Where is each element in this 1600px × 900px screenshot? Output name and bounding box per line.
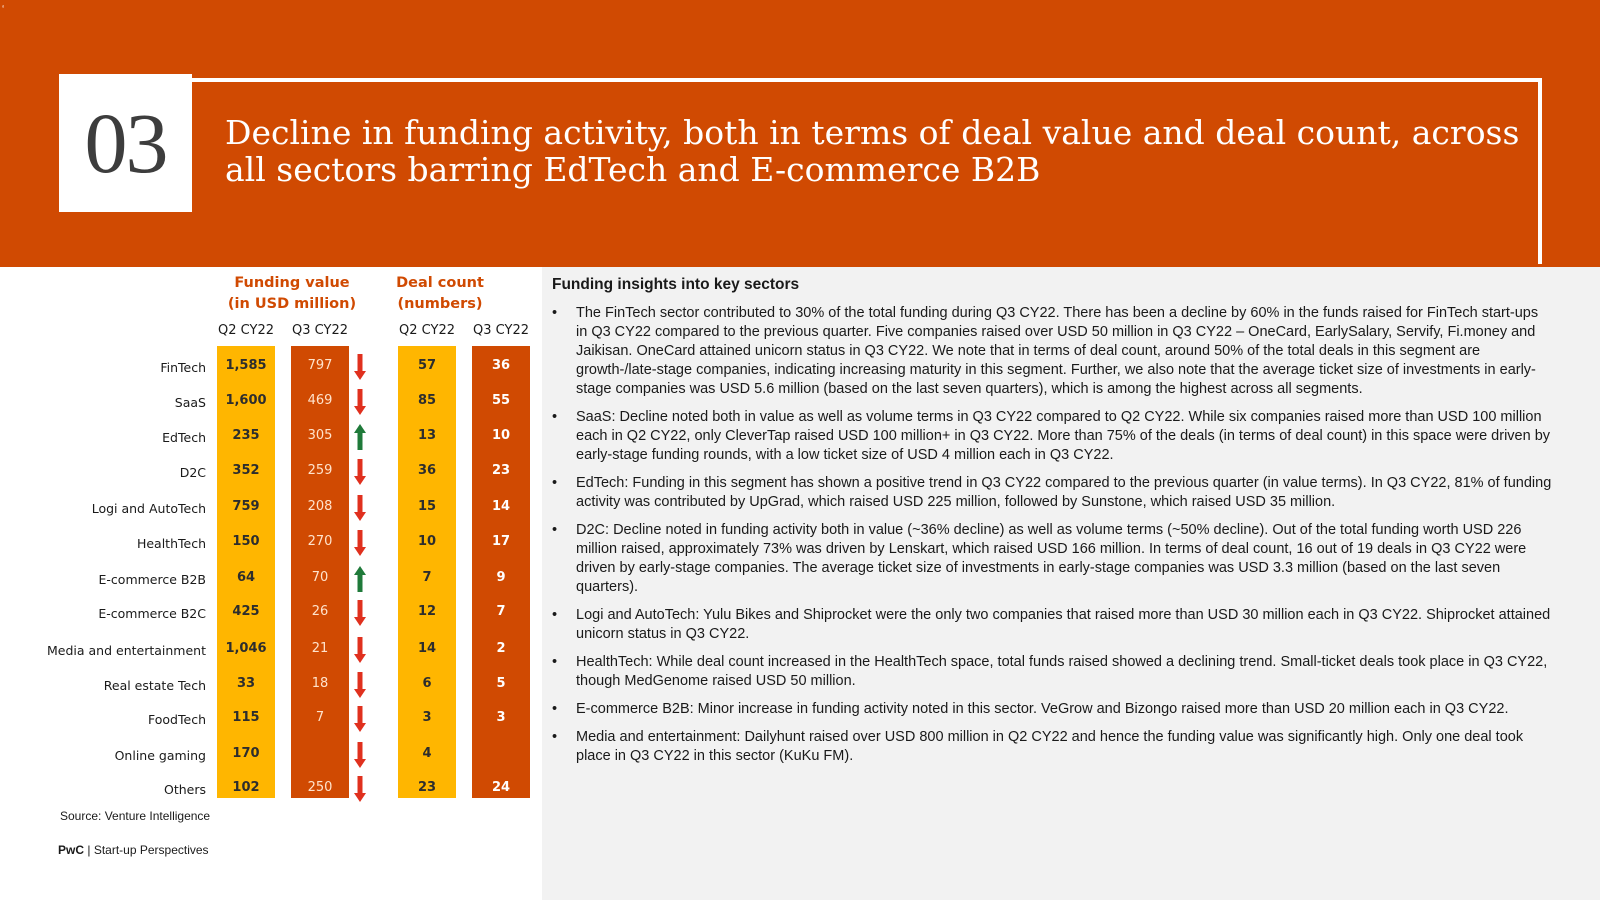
- funding-q3-value: 208: [307, 499, 333, 514]
- footer-separator: |: [87, 843, 91, 857]
- deal-q2-value: 13: [417, 428, 437, 443]
- footer-brand: PwC: [58, 843, 85, 857]
- funding-q2-value: 1,585: [225, 358, 267, 373]
- deal-q3-value: 5: [496, 676, 506, 691]
- funding-q2-value: 1,046: [225, 641, 267, 656]
- insight-item: • D2C: Decline noted in funding activity both in value (~36% decline) as well as volume terms (~50% decline). Out of the total funding worth USD 226 million raised, approximately 73% was driven by Lenskart, which raised USD 166 million. In terms of deal count, 16 out of 19 deals in Q3 CY22 were driven by early-stage companies. The average ticket size of investments in early-stage companies was USD 3.3 million (based on the last seven quarters).: [552, 521, 1552, 597]
- funding-q3-header: Q3 CY22: [292, 323, 348, 338]
- funding-q3-value: 305: [307, 428, 333, 443]
- insight-item: • HealthTech: While deal count increased in the HealthTech space, total funds raised showed a declining trend. Small-ticket deals took place in Q3 CY22, though MedGenome raised USD 50 million.: [552, 653, 1552, 691]
- funding-q3-value: 270: [307, 534, 333, 549]
- sector-label: E-commerce B2B: [98, 572, 206, 587]
- insight-item: • EdTech: Funding in this segment has shown a positive trend in Q3 CY22 compared to the previous quarter (in value terms). In Q3 CY22, 81% of funding activity was contributed by UpGrad, which raised USD 225 million, followed by Sunstone, which raised USD 35 million.: [552, 474, 1552, 512]
- funding-q2-value: 235: [232, 428, 260, 443]
- insight-item: • Media and entertainment: Dailyhunt raised over USD 800 million in Q2 CY22 and hence the funding value was significantly high. Only one deal took place in Q3 CY22 in this sector (KuKu FM).: [552, 728, 1552, 766]
- funding-q2-header: Q2 CY22: [218, 323, 274, 338]
- deal-q3-value: 10: [491, 428, 511, 443]
- insight-item: • SaaS: Decline noted both in value as well as volume terms in Q3 CY22 compared to Q2 CY22. While six companies raised more than USD 100 million each in Q2 CY22, only CleverTap raised USD 100 million+ in Q3 CY22. More than 75% of the deals (in terms of deal count) in this space were driven by early-stage funding rounds, with a low ticket size of USD 4 million each in Q3 CY22.: [552, 408, 1552, 465]
- insights-title: Funding insights into key sectors: [552, 276, 800, 293]
- page-title: Decline in funding activity, both in terms of deal value and deal count, across all sectors barring EdTech and E-commerce B2B: [225, 113, 1520, 189]
- deal-q3-value: 7: [496, 604, 506, 619]
- deal-q3-value: 24: [491, 780, 511, 795]
- deal-q2-header: Q2 CY22: [399, 323, 455, 338]
- sector-label: EdTech: [162, 430, 206, 445]
- deal-q2-value: 3: [422, 710, 432, 725]
- sector-label: FoodTech: [148, 712, 206, 727]
- funding-q2-value: 33: [236, 676, 256, 691]
- funding-q2-value: 759: [232, 499, 260, 514]
- deal-count-header: Deal count (numbers): [396, 275, 484, 312]
- source-note: Source: Venture Intelligence: [60, 809, 211, 823]
- funding-q2-value: 425: [232, 604, 260, 619]
- trend-down-arrow-icon: [353, 776, 367, 802]
- sector-label: Media and entertainment: [47, 643, 206, 658]
- trend-down-arrow-icon: [353, 354, 367, 380]
- trend-down-arrow-icon: [353, 637, 367, 663]
- sector-label: D2C: [179, 465, 206, 480]
- trend-down-arrow-icon: [353, 495, 367, 521]
- deal-q3-value: 9: [496, 570, 506, 585]
- funding-q2-value: 150: [232, 534, 260, 549]
- trend-up-arrow-icon: [353, 424, 367, 450]
- funding-q3-value: 797: [307, 358, 333, 373]
- trend-down-arrow-icon: [353, 672, 367, 698]
- sector-label: SaaS: [174, 395, 206, 410]
- funding-q3-value: 469: [307, 393, 333, 408]
- funding-q2-value: 64: [236, 570, 256, 585]
- funding-q2-value: 170: [232, 746, 260, 761]
- insight-item: • The FinTech sector contributed to 30% of the total funding during Q3 CY22. There has been a decline by 60% in the funds raised for FinTech start-ups in Q3 CY22 compared to the previous quarter. Five companies raised over USD 50 million in Q3 CY22 – OneCard, EarlySalary, Servify, Fi.money and Jaikisan. OneCard attained unicorn status in Q3 CY22. We note that in terms of deal count, around 50% of the total deals in this segment are growth-/late-stage companies, indicating increasing maturity in this segment. Further, we also note that the average ticket size of investments in early-stage companies was USD 5.6 million (based on the last seven quarters), which is among the highest across all segments.: [552, 304, 1552, 399]
- deal-q2-value: 36: [417, 463, 437, 478]
- deal-q2-value: 57: [417, 358, 437, 373]
- deal-q2-value: 10: [417, 534, 437, 549]
- trend-down-arrow-icon: [353, 459, 367, 485]
- sector-label: FinTech: [160, 360, 206, 375]
- insight-item: • Logi and AutoTech: Yulu Bikes and Shiprocket were the only two companies that raised more than USD 30 million each in Q3 CY22. Shiprocket attained unicorn status in Q3 CY22.: [552, 606, 1552, 644]
- corner-mark: ‘: [2, 4, 5, 15]
- deal-q3-value: 14: [491, 499, 511, 514]
- funding-q3-value: 250: [307, 780, 333, 795]
- funding-q3-value: 7: [315, 710, 325, 725]
- footer: [58, 843, 209, 857]
- insight-item: • E-commerce B2B: Minor increase in funding activity noted in this sector. VeGrow and Bizongo raised more than USD 20 million each in Q3 CY22.: [552, 700, 1552, 719]
- funding-q3-value: 21: [311, 641, 329, 656]
- deal-q2-value: 4: [422, 746, 432, 761]
- sector-label: Logi and AutoTech: [91, 501, 206, 516]
- section-number: 03: [84, 95, 167, 191]
- sector-label: Others: [163, 782, 206, 797]
- funding-value-header: Funding value (in USD million): [227, 275, 357, 312]
- trend-down-arrow-icon: [353, 530, 367, 556]
- sector-label: E-commerce B2C: [98, 606, 206, 621]
- deal-q2-value: 15: [417, 499, 437, 514]
- trend-down-arrow-icon: [353, 706, 367, 732]
- sector-label: Online gaming: [114, 748, 206, 763]
- trend-down-arrow-icon: [353, 742, 367, 768]
- funding-q2-value: 352: [232, 463, 260, 478]
- funding-q3-value: 26: [311, 604, 329, 619]
- deal-q3-value: 3: [496, 710, 506, 725]
- funding-q2-value: 115: [232, 710, 260, 725]
- deal-q2-value: 23: [417, 780, 437, 795]
- funding-q3-value: 18: [311, 676, 329, 691]
- trend-down-arrow-icon: [353, 600, 367, 626]
- deal-q3-value: 17: [491, 534, 511, 549]
- deal-q3-value: 23: [491, 463, 511, 478]
- deal-q2-value: 12: [417, 604, 437, 619]
- sector-label: HealthTech: [136, 536, 206, 551]
- funding-q2-value: 102: [232, 780, 260, 795]
- trend-up-arrow-icon: [353, 566, 367, 592]
- section-number-box: [59, 74, 192, 212]
- trend-down-arrow-icon: [353, 389, 367, 415]
- deal-q2-value: 14: [417, 641, 437, 656]
- deal-q2-value: 6: [422, 676, 432, 691]
- funding-q3-value: 70: [311, 570, 329, 585]
- deal-q2-value: 7: [422, 570, 432, 585]
- funding-q3-value: 259: [307, 463, 333, 478]
- deal-q3-value: 36: [491, 358, 511, 373]
- deal-q3-value: 55: [491, 393, 511, 408]
- sector-label: Real estate Tech: [103, 678, 206, 693]
- funding-q2-value: 1,600: [225, 393, 267, 408]
- deal-q3-value: 2: [496, 641, 506, 656]
- insights-list: [552, 304, 1552, 775]
- deal-q2-value: 85: [417, 393, 437, 408]
- footer-text: Start-up Perspectives: [93, 843, 209, 857]
- deal-q3-header: Q3 CY22: [473, 323, 529, 338]
